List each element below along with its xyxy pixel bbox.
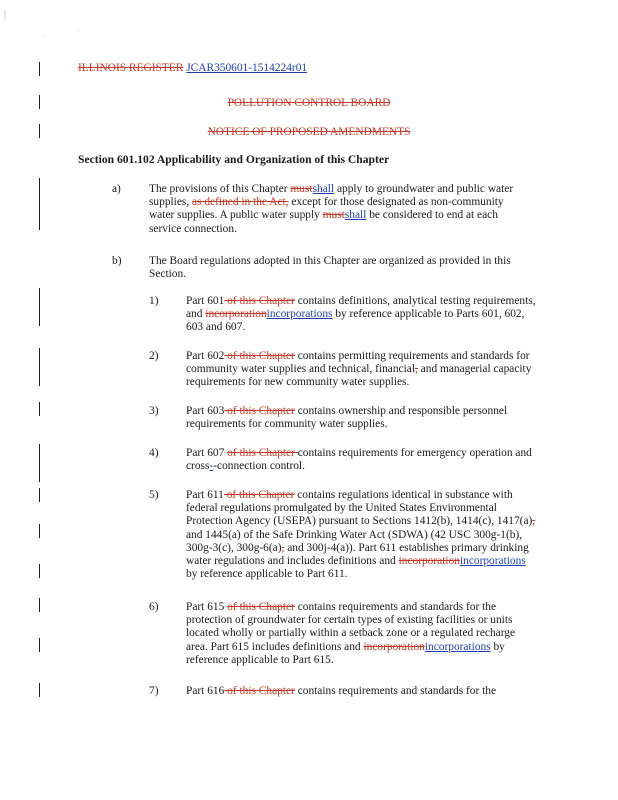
section-title: Section 601.102 Applicability and Organization of this Chapter xyxy=(78,153,390,166)
subsection-a-text: The provisions of this Chapter mustshall apply to groundwater and public water supplies, as defined in the Act, except for those designated as non-community water supplies. A public water supply mustshall be considered to end at each service connection. xyxy=(149,183,514,235)
revision-bar xyxy=(39,524,40,538)
item-label: 3) xyxy=(149,405,159,417)
item-6-text: Part 615 of this Chapter contains requirements and standards for the protection of groundwater for certain types of existing facilities or units located wholly or partially within a setback zone or a regulated recharge area. Part 615 includes definitions and incorporationincorporations by reference applicable to Part 615. xyxy=(186,601,516,666)
scan-speck: . xyxy=(78,27,80,33)
revision-bar xyxy=(39,638,40,652)
agency-line xyxy=(0,97,618,110)
doc-code: JCAR350601-1514224r01 xyxy=(186,62,308,74)
revision-bar xyxy=(39,178,40,230)
item-label: 7) xyxy=(149,685,159,697)
subsection-label-a: a) xyxy=(112,183,121,195)
revision-bar xyxy=(39,683,40,697)
item-label: 4) xyxy=(149,447,159,459)
scan-speck: | xyxy=(4,9,7,20)
register-name: ILLINOIS REGISTER xyxy=(78,62,184,74)
running-header xyxy=(78,62,307,75)
revision-bar xyxy=(39,402,40,416)
subsection-label-b: b) xyxy=(112,255,122,267)
notice-line xyxy=(0,126,618,139)
notice-title: NOTICE OF PROPOSED AMENDMENTS xyxy=(207,126,411,138)
item-5-text: Part 611 of this Chapter contains regulations identical in substance with federal regulations promulgated by the United States Environmental Protection Agency (USEPA) pursuant to Sections 1412(b), 1414(c), 1417(a), and 1445(a) of the Safe Drinking Water Act (SDWA) (42 USC 300g-1(b), 300g-3(c), 300g-6(a), and 300j-4(a)). Part 611 establishes primary drinking water regulations and includes definitions and incorporationincorporations by reference applicable to Part 611. xyxy=(186,489,536,581)
revision-bar xyxy=(39,598,40,612)
board-name: POLLUTION CONTROL BOARD xyxy=(227,97,391,109)
scan-speck: . xyxy=(44,33,46,39)
item-4-text: Part 607 of this Chapter contains requirements for emergency operation and cross--connection control. xyxy=(186,447,532,473)
revision-bar xyxy=(39,444,40,482)
item-label: 5) xyxy=(149,489,159,501)
item-3-text: Part 603 of this Chapter contains ownership and responsible personnel requirements for community water supplies. xyxy=(186,405,508,431)
subsection-b-text: The Board regulations adopted in this Chapter are organized as provided in this Section. xyxy=(149,255,511,281)
item-label: 6) xyxy=(149,601,159,613)
revision-bar xyxy=(39,488,40,502)
item-label: 1) xyxy=(149,295,159,307)
revision-bar xyxy=(39,564,40,578)
item-7-text: Part 616 of this Chapter contains requirements and standards for the xyxy=(186,685,497,697)
revision-bar xyxy=(39,348,40,386)
revision-bar xyxy=(39,62,40,76)
item-2-text: Part 602 of this Chapter contains permitting requirements and standards for community water supplies and technical, financial, and managerial capacity requirements for new community water supplies. xyxy=(186,350,532,389)
item-label: 2) xyxy=(149,350,159,362)
item-1-text: Part 601 of this Chapter contains definitions, analytical testing requirements, and incorporationincorporations by reference applicable to Parts 601, 602, 603 and 607. xyxy=(186,295,536,334)
revision-bar xyxy=(39,288,40,326)
